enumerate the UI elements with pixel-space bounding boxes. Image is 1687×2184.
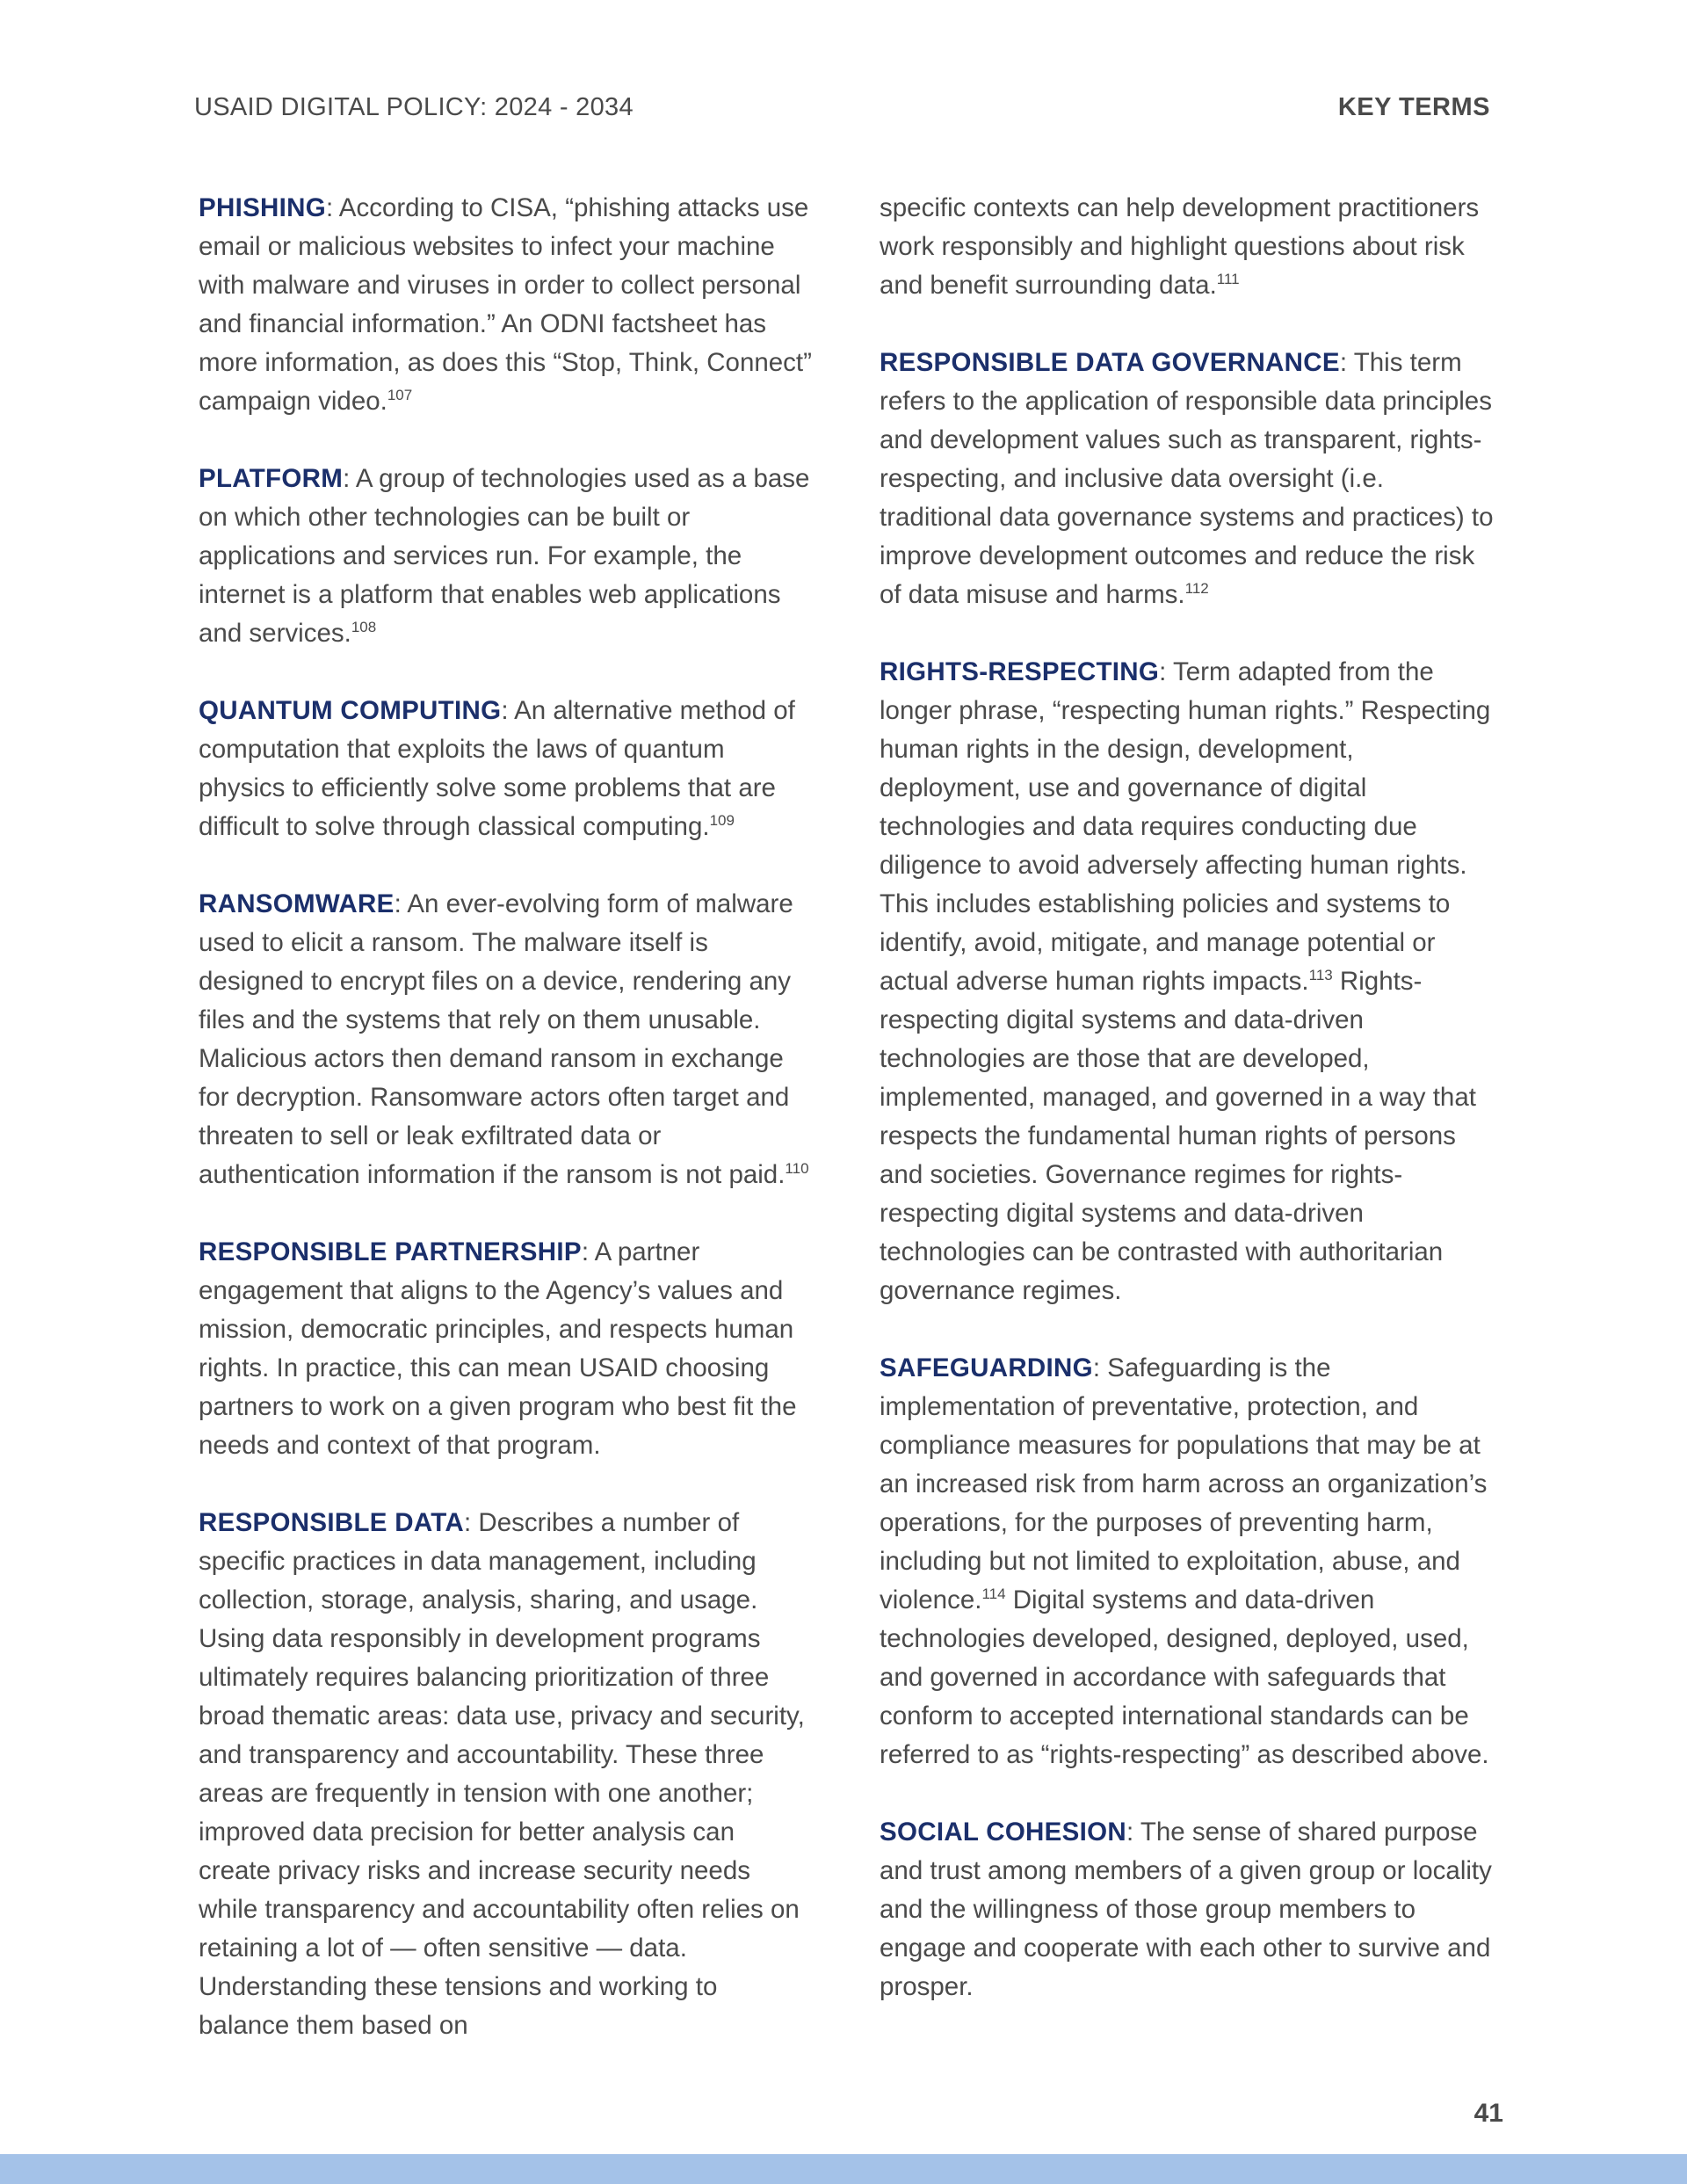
glossary-definition: : A partner engagement that aligns to the Agency’s values and mission, democratic principles, and respects human rights. In practice, this can mean USAID choosing partners to work on a given program who best fit the needs and context of that program. [199, 1237, 797, 1460]
glossary-definition: : The sense of shared purpose and trust among members of a given group or locality and the willingness of those group members to engage and cooperate with each other to survive and prosper. [880, 1818, 1492, 2001]
glossary-definition: : According to CISA, “phishing attacks use email or malicious websites to infect your machine with malware and viruses in order to collect personal and financial information.” An ODNI factsheet has more information, as does this “Stop, Think, Connect” campaign video. [199, 193, 812, 416]
glossary-definition: : A group of technologies used as a base on which other technologies can be built or applications and services run. For example, the internet is a platform that enables web applications and services. [199, 464, 810, 648]
glossary-entry-quantum-computing [199, 692, 814, 846]
glossary-term: RESPONSIBLE DATA [199, 1508, 465, 1537]
right-column [880, 189, 1495, 2045]
glossary-term: RESPONSIBLE DATA GOVERNANCE [880, 348, 1340, 377]
glossary-definition: specific contexts can help development practitioners work responsibly and highlight questions about risk and benefit surrounding data. [880, 193, 1480, 300]
footnote-ref[interactable]: 107 [387, 387, 413, 403]
glossary-definition: : Safeguarding is the implementation of preventative, protection, and compliance measures for populations that may be at an increased risk from harm across an organization’s operations, for the purposes of preventing harm, including but not limited to exploitation, abuse, and violence. [880, 1353, 1488, 1614]
page-number: 41 [1473, 2099, 1503, 2128]
footnote-ref[interactable]: 113 [1308, 967, 1333, 983]
glossary-term: RIGHTS-RESPECTING [880, 657, 1160, 686]
glossary-definition-continued: Digital systems and data-driven technologies developed, designed, deployed, used, and governed in accordance with safeguards that conform to accepted international standards can be referred to as “rights-respecting” as described above. [880, 1585, 1489, 1769]
glossary-entry-rights-respecting [880, 653, 1495, 1310]
running-header-title: USAID DIGITAL POLICY: 2024 - 2034 [194, 93, 634, 121]
footnote-ref[interactable]: 111 [1216, 271, 1240, 287]
glossary-term: RESPONSIBLE PARTNERSHIP [199, 1237, 582, 1266]
glossary-definition: : This term refers to the application of responsible data principles and development values such as transparent, rights-respecting, and inclusive data oversight (i.e. traditional data governance systems and practices) to improve development outcomes and reduce the risk of data misuse and harms. [880, 348, 1494, 609]
glossary-term: PLATFORM [199, 464, 344, 493]
glossary-definition: : Term adapted from the longer phrase, “respecting human rights.” Respecting human rights in the design, development, deployment, use and governance of digital technologies and data requires conducting due diligence to avoid adversely affecting human rights. This includes establishing policies and systems to identify, avoid, mitigate, and manage potential or actual adverse human rights impacts. [880, 657, 1491, 996]
footer-bar [0, 2154, 1687, 2184]
glossary-term: SAFEGUARDING [880, 1353, 1093, 1382]
glossary-entry-safeguarding [880, 1349, 1495, 1774]
glossary-definition: : An alternative method of computation that exploits the laws of quantum physics to efficiently solve some problems that are difficult to solve through classical computing. [199, 696, 795, 841]
glossary-definition-continued: Rights-respecting digital systems and data-driven technologies are those that are developed, implemented, managed, and governed in a way that respects the fundamental human rights of persons and societies. Governance regimes for rights-respecting digital systems and data-driven technologies can be contrasted with authoritarian governance regimes. [880, 967, 1476, 1305]
glossary-entry-social-cohesion [880, 1813, 1495, 2006]
glossary-term: SOCIAL COHESION [880, 1818, 1126, 1847]
footnote-ref[interactable]: 114 [981, 1585, 1006, 1602]
footnote-ref[interactable]: 108 [351, 619, 377, 635]
footnote-ref[interactable]: 109 [709, 812, 735, 829]
footnote-ref[interactable]: 112 [1184, 580, 1209, 597]
glossary-entry-phishing [199, 189, 814, 421]
glossary-term: RANSOMWARE [199, 889, 395, 918]
glossary-definition: : An ever-evolving form of malware used to elicit a ransom. The malware itself is designed to encrypt files on a device, rendering any files and the systems that rely on them unusable. Malicious actors then demand ransom in exchange for decryption. Ransomware actors often target and threaten to sell or leak exfiltrated data or authentication information if the ransom is not paid. [199, 889, 793, 1189]
glossary-definition: : Describes a number of specific practices in data management, including collection, storage, analysis, sharing, and usage. Using data responsibly in development programs ultimately requires balancing prioritization of three broad thematic areas: data use, privacy and security, and transparency and accountability. These three areas are frequently in tension with one another; improved data precision for better analysis can create privacy risks and increase security needs while transparency and accountability often relies on retaining a lot of — often sensitive — data. Understanding these tensions and working to balance them based on [199, 1508, 805, 2040]
left-column [199, 189, 814, 2084]
glossary-entry-ransomware [199, 885, 814, 1194]
glossary-term: QUANTUM COMPUTING [199, 696, 502, 725]
footnote-ref[interactable]: 110 [785, 1160, 809, 1177]
glossary-entry-responsible-data [199, 1504, 814, 2045]
glossary-term: PHISHING [199, 193, 327, 222]
glossary-entry-responsible-partnership [199, 1233, 814, 1465]
glossary-entry-responsible-data-governance [880, 344, 1495, 614]
running-header-section: KEY TERMS [1337, 93, 1490, 121]
glossary-entry-platform [199, 460, 814, 653]
glossary-entry-continuation [880, 189, 1495, 305]
